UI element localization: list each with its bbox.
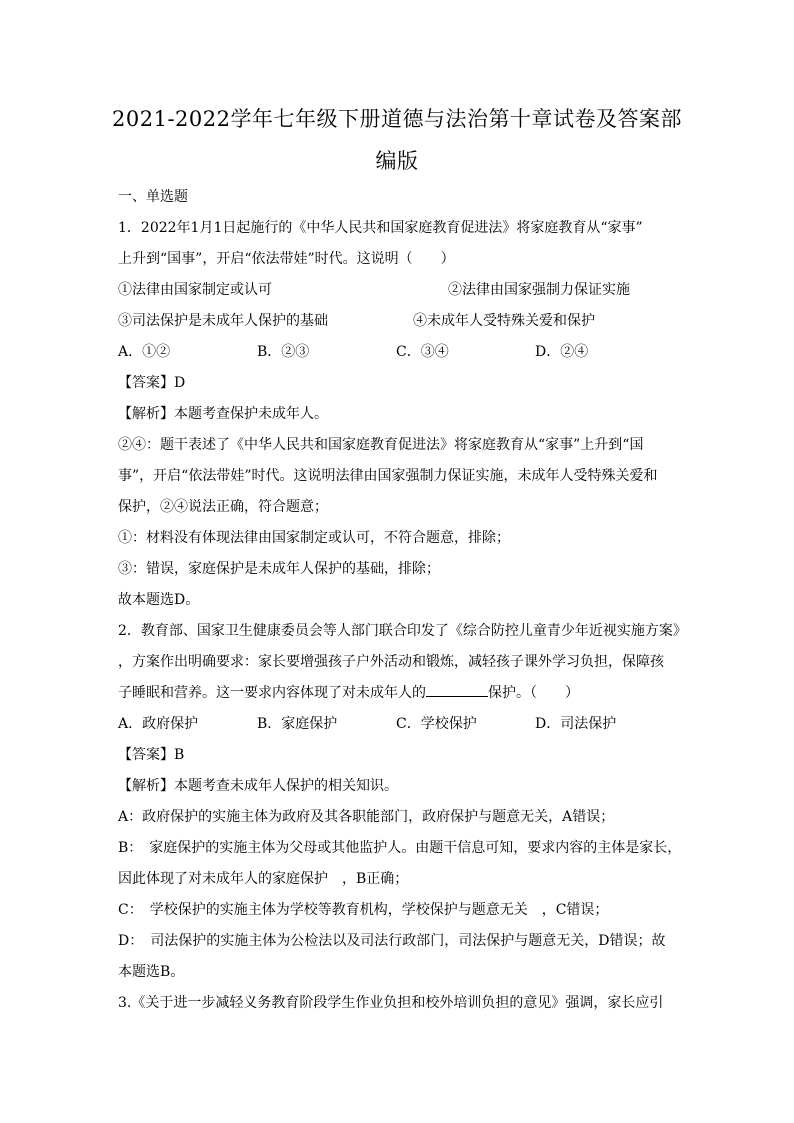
q1-answer: 【答案】D [118,375,186,391]
q1-statement-2: ②法律由国家强制力保证实施 [448,282,630,298]
q1-analysis-line-3: 保护，②④说法正确，符合题意； [118,499,328,515]
q2-option-c: C．学校保护 [396,716,477,732]
q2-analysis-line-5: D： 司法保护的实施主体为公检法以及司法行政部门，司法保护与题意无关，D错误；故 [118,933,666,949]
document-title-line-1: 2021-2022学年七年级下册道德与法治第十章试卷及答案部 [112,107,682,131]
q2-stem-line-3-end: 保护。（ ） [488,685,579,701]
q2-stem-line-3-start: 子睡眠和营养。这一要求内容体现了对未成年人的 [118,685,426,701]
q1-analysis-line-4: ①：材料没有体现法律由国家制定或认可，不符合题意，排除； [118,530,510,546]
q3-stem-line-1: 3.《关于进一步减轻义务教育阶段学生作业负担和校外培训负担的意见》强调，家长应引 [118,995,664,1011]
q1-analysis-line-1: ②④：题干表述了《中华人民共和国家庭教育促进法》将家庭教育从“家事”上升到“国 [118,437,644,453]
q2-stem-line-3 [118,683,579,703]
section-heading: 一、单选题 [118,189,188,205]
document-title-line-2: 编版 [375,149,419,173]
q1-stem-line-1: 1．2022年1月1日起施行的《中华人民共和国家庭教育促进法》将家庭教育从“家事” [118,220,643,236]
q2-analysis-line-2: B： 家庭保护的实施主体为父母或其他监护人。由题干信息可知，要求内容的主体是家长， [118,840,682,856]
q2-analysis-line-3: 因此体现了对未成年人的家庭保护 ，B正确； [118,871,409,887]
q1-analysis-line-5: ③：错误，家庭保护是未成年人保护的基础，排除； [118,561,440,577]
q2-option-d: D．司法保护 [535,716,617,732]
q1-stem-line-2: 上升到“国事”，开启“依法带娃”时代。这说明（ ） [118,251,455,267]
q2-stem-line-1: 2．教育部、国家卫生健康委员会等人部门联合印发了《综合防控儿童青少年近视实施方案》 [118,623,687,639]
q1-statement-3: ③司法保护是未成年人保护的基础 [118,313,328,329]
q2-analysis-line-1: A：政府保护的实施主体为政府及其各职能部门，政府保护与题意无关，A错误； [118,809,615,825]
q1-statement-4: ④未成年人受特殊关爱和保护 [413,313,595,329]
q2-analysis-line-4: C： 学校保护的实施主体为学校等教育机构，学校保护与题意无关 ，C错误； [118,902,609,918]
q2-option-b: B．家庭保护 [257,716,338,732]
q1-analysis-line-0: 【解析】本题考查保护未成年人。 [118,406,328,422]
q2-analysis-line-6: 本题选B。 [118,964,185,980]
q2-analysis-line-0: 【解析】本题考查未成年人保护的相关知识。 [118,778,398,794]
q1-statement-1: ①法律由国家制定或认可 [118,282,272,298]
q2-answer: 【答案】B [118,747,185,763]
fill-in-blank [426,684,488,697]
q1-option-c: C．③④ [396,344,449,360]
q1-option-d: D．②④ [535,344,589,360]
q1-analysis-line-6: 故本题选D。 [118,592,200,608]
q2-stem-line-2: ，方案作出明确要求：家长要增强孩子户外活动和锻炼，减轻孩子课外学习负担，保障孩 [118,654,664,670]
q2-option-a: A．政府保护 [118,716,199,732]
q1-option-b: B．②③ [257,344,310,360]
q1-option-a: A．①② [118,344,171,360]
q1-analysis-line-2: 事”，开启“依法带娃”时代。这说明法律由国家强制力保证实施，未成年人受特殊关爱和 [118,468,658,484]
